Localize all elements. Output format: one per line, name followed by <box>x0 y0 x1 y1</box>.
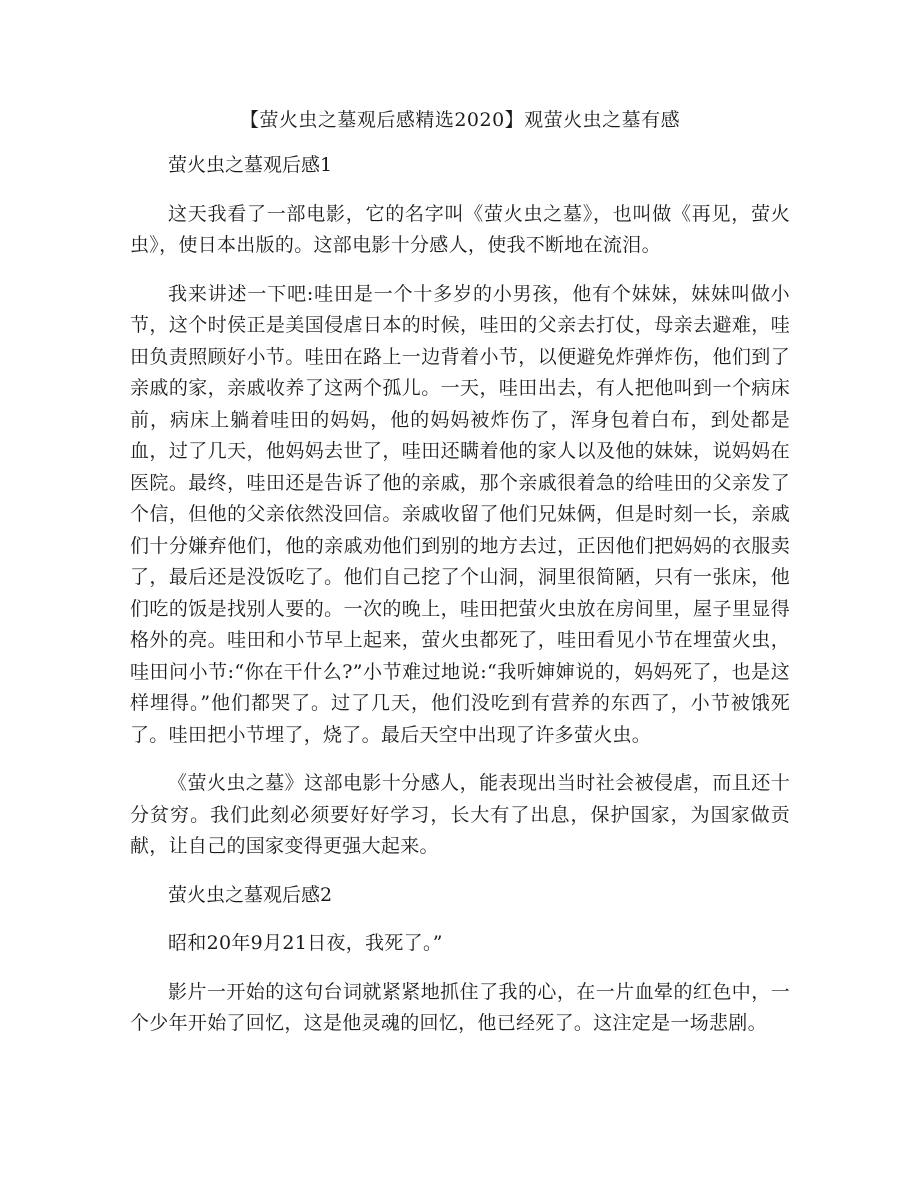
section-1-paragraph-3: 《萤火虫之墓》这部电影十分感人，能表现出当时社会被侵虐，而且还十分贫穷。我们此刻必须要好好学习，长大有了出息，保护国家，为国家做贡献，让自己的国家变得更强大起来。 <box>130 772 790 857</box>
section-1-heading: 萤火虫之墓观后感1 <box>168 154 333 176</box>
section-2-paragraph-2: 影片一开始的这句台词就紧紧地抓住了我的心，在一片血晕的红色中，一个少年开始了回忆，这是他灵魂的回忆，他已经死了。这注定是一场悲剧。 <box>130 980 790 1034</box>
section-1-paragraph-2: 我来讲述一下吧:哇田是一个十多岁的小男孩，他有个妹妹，妹妹叫做小节，这个时侯正是美国侵虐日本的时候，哇田的父亲去打仗，母亲去避难，哇田负责照顾好小节。哇田在路上一边背着小节，以便避免炸弹炸伤，他们到了亲戚的家，亲戚收养了这两个孤儿。一天，哇田出去，有人把他叫到一个病床前，病床上躺着哇田的妈妈，他的妈妈被炸伤了，浑身包着白布，到处都是血，过了几天，他妈妈去世了，哇田还瞒着他的家人以及他的妹妹，说妈妈在医院。最终，哇田还是告诉了他的亲戚，那个亲戚很着急的给哇田的父亲发了个信，但他的父亲依然没回信。亲戚收留了他们兄妹俩，但是时刻一长，亲戚们十分嫌弃他们，他的亲戚劝他们到别的地方去过，正因他们把妈妈的衣服卖了，最后还是没饭吃了。他们自己挖了个山洞，洞里很简陋，只有一张床，他们吃的饭是找别人要的。一次的晚上，哇田把萤火虫放在房间里，屋子里显得格外的亮。哇田和小节早上起来，萤火虫都死了，哇田看见小节在埋萤火虫，哇田问小节:“你在干什么?”小节难过地说:“我听婶婶说的，妈妈死了，也是这样埋得。”他们都哭了。过了几天，他们没吃到有营养的东西了，小节被饿死了。哇田把小节埋了，烧了。最后天空中出现了许多萤火虫。 <box>130 282 790 746</box>
section-1-paragraph-1: 这天我看了一部电影，它的名字叫《萤火虫之墓》，也叫做《再见，萤火虫》，使日本出版的。这部电影十分感人，使我不断地在流泪。 <box>130 202 790 256</box>
section-2-paragraph-1: 昭和20年9月21日夜，我死了。” <box>168 932 443 954</box>
section-2-heading: 萤火虫之墓观后感2 <box>168 883 333 906</box>
document-title: 【萤火虫之墓观后感精选2020】观萤火虫之墓有感 <box>239 109 681 131</box>
document-body <box>130 150 790 1057</box>
